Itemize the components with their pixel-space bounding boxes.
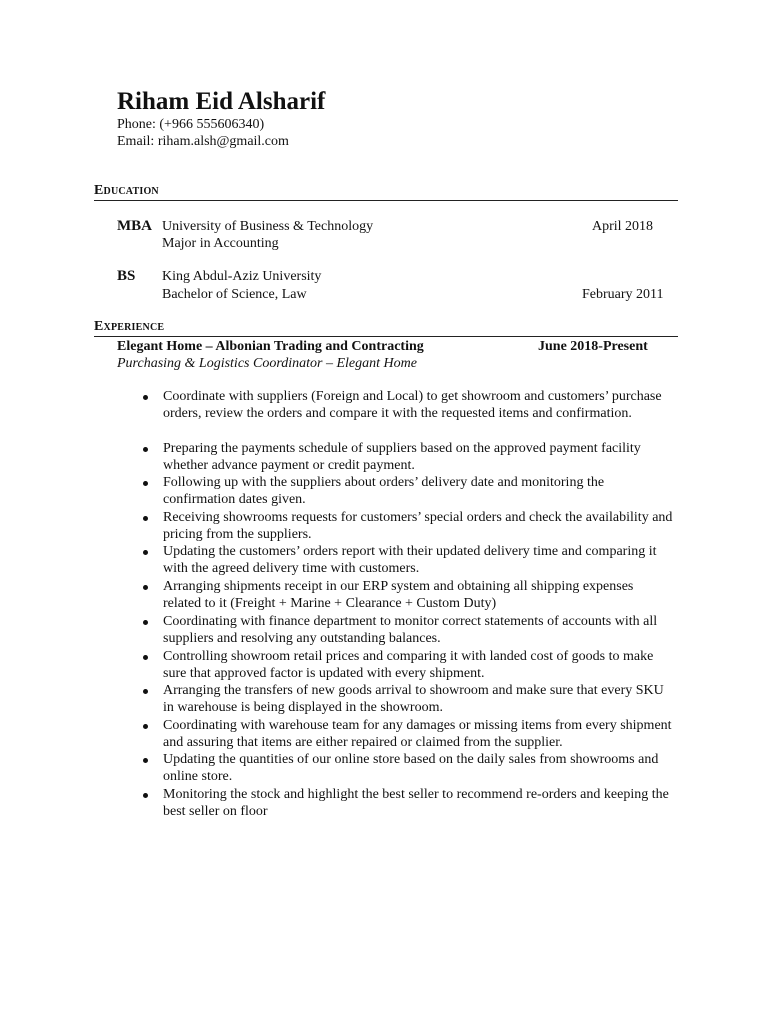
education-divider <box>94 200 678 201</box>
bullet-icon <box>143 516 148 521</box>
bullet-icon <box>143 655 148 660</box>
bs-date: February 2011 <box>582 287 664 302</box>
bullet-icon <box>143 620 148 625</box>
bullet-icon <box>143 724 148 729</box>
job-dates: June 2018-Present <box>538 339 648 354</box>
bullet-icon <box>143 758 148 763</box>
bullet-text: Updating the customers’ orders report with their updated delivery time and comparing it with the agreed delivery time with customers. <box>163 544 657 577</box>
bullet-text: Controlling showroom retail prices and comparing it with landed cost of goods to make sure that approved factor is updated with every shipment. <box>163 649 654 682</box>
bullet-text: Coordinating with warehouse team for any damages or missing items from every shipment and assuring that items are either repaired or claimed from the supplier. <box>163 718 672 751</box>
bullet-icon <box>143 481 148 486</box>
phone-line: Phone: (+966 555606340) <box>117 117 265 132</box>
mba-date: April 2018 <box>592 219 654 234</box>
bullet-icon <box>143 395 148 400</box>
bullet-text: Coordinating with finance department to monitor correct statements of accounts with all suppliers and resolving any outstanding balances. <box>163 614 658 647</box>
mba-institution: University of Business & Technology <box>162 219 374 234</box>
bullet-icon <box>143 550 148 555</box>
bullet-text: Receiving showrooms requests for customers’ special orders and check the availability and pricing from the suppliers. <box>163 510 673 543</box>
bullet-text: Arranging the transfers of new goods arrival to showroom and make sure that every SKU in warehouse is being displayed in the showroom. <box>163 683 664 716</box>
bullet-text: Arranging shipments receipt in our ERP system and obtaining all shipping expenses related to it (Freight + Marine + Clearance + Custom Duty) <box>163 579 634 612</box>
job-role: Purchasing & Logistics Coordinator – Elegant Home <box>117 356 417 371</box>
email-line: Email: riham.alsh@gmail.com <box>117 134 289 149</box>
degree-mba: MBA <box>117 218 152 234</box>
bullet-icon <box>143 585 148 590</box>
bullet-text: Updating the quantities of our online store based on the daily sales from showrooms and online store. <box>163 752 659 785</box>
bullet-text: Following up with the suppliers about orders’ delivery date and monitoring the confirmation dates given. <box>163 475 605 508</box>
mba-detail: Major in Accounting <box>162 236 279 251</box>
bullet-icon <box>143 447 148 452</box>
candidate-name: Riham Eid Alsharif <box>117 88 326 115</box>
bullet-text: Preparing the payments schedule of suppliers based on the approved payment facility whether advance payment or credit payment. <box>163 441 641 474</box>
experience-heading: Experience <box>94 319 165 334</box>
bullet-icon <box>143 793 148 798</box>
bullet-icon <box>143 689 148 694</box>
experience-divider <box>94 336 678 337</box>
education-heading: Education <box>94 183 159 198</box>
degree-bs: BS <box>117 268 136 284</box>
bs-institution: King Abdul-Aziz University <box>162 269 322 284</box>
bullet-text: Coordinate with suppliers (Foreign and Local) to get showroom and customers’ purchase orders, review the orders and compare it with the requested items and confirmation. <box>163 389 662 422</box>
bs-detail: Bachelor of Science, Law <box>162 287 307 302</box>
bullet-text: Monitoring the stock and highlight the best seller to recommend re-orders and keeping the best seller on floor <box>163 787 669 820</box>
job-company: Elegant Home – Albonian Trading and Contracting <box>117 339 424 354</box>
